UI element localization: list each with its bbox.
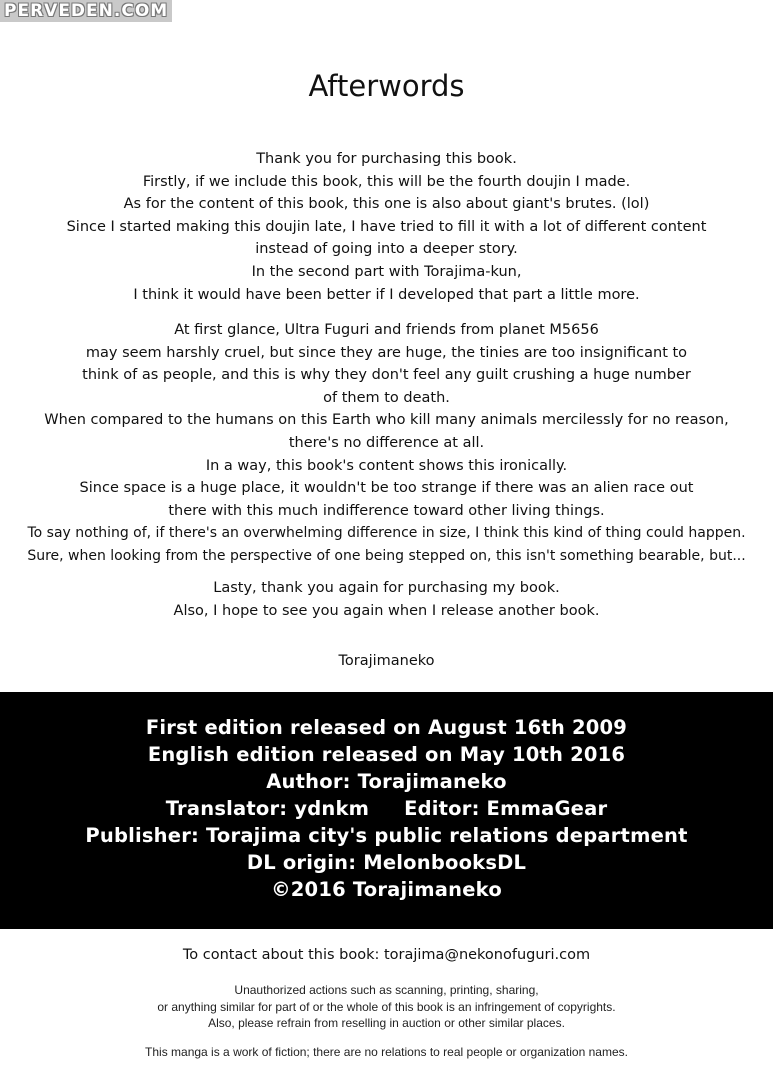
text-line: Since I started making this doujin late, I have tried to fill it with a lot of different content xyxy=(66,218,707,235)
text-line: there's no difference at all. xyxy=(288,434,485,451)
text-line: At first glance, Ultra Fuguri and friends from planet M5656 xyxy=(174,322,599,338)
text-line: To say nothing of, if there's an overwhelming difference in size, I think this kind of thing could happen. xyxy=(27,525,746,542)
text-line: there with this much indifference toward other living things. xyxy=(168,502,605,519)
text-line: Lasty, thank you again for purchasing my book. xyxy=(213,580,560,596)
text-line: Also, I hope to see you again when I release another book. xyxy=(173,602,600,619)
site-watermark: PERVEDEN.COM xyxy=(0,0,172,22)
colophon-line-first-edition: First edition released on August 16th 2009 xyxy=(145,716,628,739)
colophon-line-author: Author: Torajimaneko xyxy=(266,770,507,793)
colophon-line-dl-origin: DL origin: MelonbooksDL xyxy=(246,851,527,874)
text-line: think of as people, and this is why they don't feel any guilt crushing a huge number xyxy=(82,367,691,384)
afterword-paragraph-1 xyxy=(0,148,773,306)
colophon-line-publisher: Publisher: Torajima city's public relations department xyxy=(85,824,688,847)
text-line: As for the content of this book, this one is also about giant's brutes. (lol) xyxy=(123,196,650,213)
text-line: Thank you for purchasing this book. xyxy=(256,151,517,167)
contact-line: To contact about this book: torajima@nekonofuguri.com xyxy=(182,947,591,963)
colophon-line-translator-editor: Translator: ydnkm Editor: EmmaGear xyxy=(165,797,608,820)
colophon-line-copyright: ©2016 Torajimaneko xyxy=(271,878,502,901)
copyright-notice xyxy=(0,982,773,1032)
afterword-paragraph-3 xyxy=(0,577,773,622)
legal-line: or anything similar for part of or the whole of this book is an infringement of copyrights. xyxy=(157,999,616,1014)
fiction-notice: This manga is a work of fiction; there are no relations to real people or organization names. xyxy=(145,1045,628,1059)
text-line: instead of going into a deeper story. xyxy=(255,241,518,258)
text-line: Since space is a huge place, it wouldn't be too strange if there was an alien race out xyxy=(79,480,694,497)
text-line: may seem harshly cruel, but since they are huge, the tinies are too insignificant to xyxy=(85,344,688,361)
author-signature: Torajimaneko xyxy=(338,653,435,669)
page-title: Afterwords xyxy=(308,69,465,103)
text-line: I think it would have been better if I developed that part a little more. xyxy=(133,286,640,303)
text-line: Firstly, if we include this book, this will be the fourth doujin I made. xyxy=(142,173,631,190)
text-line: When compared to the humans on this Earth who kill many animals mercilessly for no reason, xyxy=(44,412,729,429)
text-line: In the second part with Torajima-kun, xyxy=(251,263,522,280)
colophon-panel xyxy=(0,692,773,929)
legal-line: Also, please refrain from reselling in auction or other similar places. xyxy=(208,1016,565,1030)
afterword-paragraph-2 xyxy=(0,319,773,568)
text-line: of them to death. xyxy=(323,389,450,406)
text-line: Sure, when looking from the perspective of one being stepped on, this isn't something bearable, but... xyxy=(27,547,746,564)
legal-line: Unauthorized actions such as scanning, printing, sharing, xyxy=(234,983,539,997)
text-line: In a way, this book's content shows this ironically. xyxy=(205,457,568,474)
colophon-line-english-edition: English edition released on May 10th 2016 xyxy=(147,743,626,766)
